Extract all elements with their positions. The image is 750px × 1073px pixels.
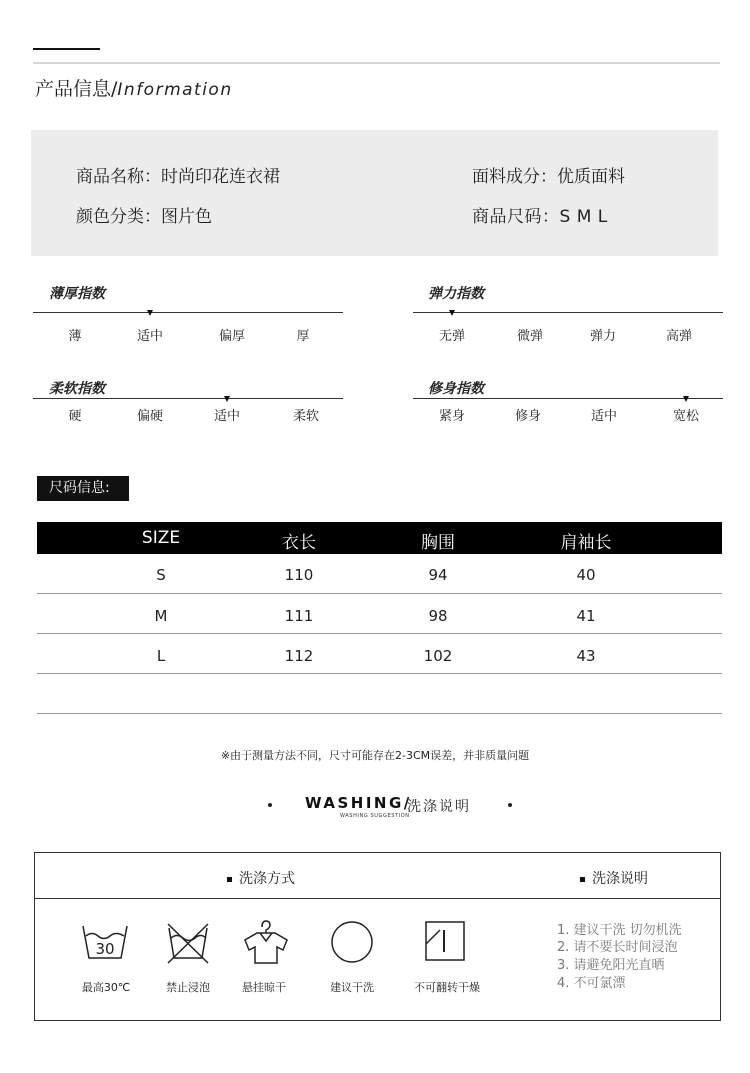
index-tick: 适中 bbox=[213, 409, 241, 424]
bullet-dot bbox=[508, 803, 512, 807]
square-bullet-icon bbox=[580, 877, 585, 882]
index-tick: 适中 bbox=[136, 329, 164, 344]
size-table-cell: L bbox=[156, 647, 166, 665]
table-row-divider bbox=[37, 673, 722, 674]
index-tick: 修身 bbox=[514, 409, 542, 424]
size-table-header bbox=[37, 522, 722, 554]
index-tick: 无弹 bbox=[438, 329, 466, 344]
washing-subtitle: WASHING SUGGESTION bbox=[340, 813, 410, 819]
product-fabric: 面料成分：优质面料 bbox=[472, 167, 625, 187]
washing-tip: 1. 建议干洗 切勿机洗 bbox=[557, 923, 682, 938]
table-row-divider bbox=[37, 713, 722, 714]
header-divider bbox=[33, 62, 720, 64]
size-table-header-cell: 衣长 bbox=[282, 533, 316, 553]
section-title bbox=[35, 74, 233, 101]
index-tick: 高弹 bbox=[665, 329, 693, 344]
size-table-header-cell: 肩袖长 bbox=[560, 533, 612, 553]
size-table-header-cell: 胸围 bbox=[421, 533, 455, 553]
washing-method-header: 洗涤方式 bbox=[227, 868, 295, 888]
index-marker-softness bbox=[224, 396, 230, 402]
hang-dry-icon bbox=[241, 918, 291, 966]
size-table-cell: M bbox=[154, 607, 168, 625]
icon-label: 禁止浸泡 bbox=[166, 981, 210, 994]
washing-tip: 3. 请避免阳光直晒 bbox=[557, 958, 665, 973]
washing-box-divider bbox=[35, 898, 721, 899]
table-row-divider bbox=[37, 593, 722, 594]
index-title-elasticity: 弹力指数 bbox=[428, 286, 484, 302]
index-tick: 宽松 bbox=[672, 409, 700, 424]
index-line-elasticity bbox=[413, 312, 723, 313]
index-line-thickness bbox=[33, 312, 343, 313]
index-title-softness: 柔软指数 bbox=[49, 381, 105, 397]
index-line-softness bbox=[33, 398, 343, 399]
index-tick: 紧身 bbox=[438, 409, 466, 424]
bullet-dot bbox=[268, 803, 272, 807]
index-tick: 厚 bbox=[296, 329, 310, 344]
index-tick: 薄 bbox=[68, 329, 82, 344]
square-bullet-icon bbox=[227, 877, 232, 882]
icon-label: 最高30℃ bbox=[81, 981, 131, 994]
size-table-cell: 43 bbox=[576, 647, 596, 665]
dry-clean-icon bbox=[328, 918, 376, 966]
index-marker-thickness bbox=[147, 310, 153, 316]
no-soak-icon bbox=[164, 920, 212, 966]
size-table-cell: 110 bbox=[284, 566, 314, 584]
index-tick: 偏硬 bbox=[136, 409, 164, 424]
size-table-header-cell: SIZE bbox=[141, 528, 181, 548]
header-accent-line bbox=[33, 48, 100, 50]
index-tick: 微弹 bbox=[516, 329, 544, 344]
wash-temperature-number: 30 bbox=[95, 940, 115, 958]
size-table-cell: 41 bbox=[576, 607, 596, 625]
product-info-box bbox=[31, 130, 718, 256]
size-table-cell: 111 bbox=[284, 607, 314, 625]
washing-guide-header: 洗涤说明 bbox=[580, 868, 648, 888]
index-title-thickness: 薄厚指数 bbox=[49, 286, 105, 302]
wash-30-icon bbox=[80, 922, 130, 964]
index-tick: 弹力 bbox=[589, 329, 617, 344]
size-table-cell: 40 bbox=[576, 566, 596, 584]
index-tick: 偏厚 bbox=[218, 329, 246, 344]
index-title-fit: 修身指数 bbox=[428, 381, 484, 397]
product-size: 商品尺码：S M L bbox=[472, 207, 608, 227]
index-tick: 柔软 bbox=[292, 409, 320, 424]
product-color: 颜色分类：图片色 bbox=[76, 207, 212, 227]
size-table-cell: 98 bbox=[428, 607, 448, 625]
product-name: 商品名称：时尚印花连衣裙 bbox=[76, 167, 280, 187]
measurement-note: ※由于测量方法不同，尺寸可能存在2-3CM误差，并非质量问题 bbox=[220, 749, 530, 762]
size-table-cell: 112 bbox=[284, 647, 314, 665]
no-tumble-dry-icon bbox=[422, 918, 468, 964]
washing-tip: 4. 不可氯漂 bbox=[557, 976, 626, 991]
index-tick: 适中 bbox=[590, 409, 618, 424]
size-table-cell: 94 bbox=[428, 566, 448, 584]
icon-label: 不可翻转干燥 bbox=[414, 981, 480, 994]
size-info-badge: 尺码信息: bbox=[37, 476, 129, 501]
index-line-fit bbox=[413, 398, 723, 399]
table-row-divider bbox=[37, 633, 722, 634]
size-table-cell: 102 bbox=[423, 647, 453, 665]
washing-title-en: WASHING/ bbox=[305, 794, 412, 812]
index-marker-elasticity bbox=[449, 310, 455, 316]
index-tick: 硬 bbox=[68, 409, 82, 424]
washing-title-cn: 洗涤说明 bbox=[407, 799, 471, 815]
icon-label: 建议干洗 bbox=[330, 981, 374, 994]
icon-label: 悬挂晾干 bbox=[242, 981, 286, 994]
washing-tip: 2. 请不要长时间浸泡 bbox=[557, 940, 678, 955]
size-table-cell: S bbox=[156, 566, 166, 584]
section-title-en: Information bbox=[117, 80, 233, 100]
index-marker-fit bbox=[683, 396, 689, 402]
section-title-cn: 产品信息/ bbox=[35, 78, 118, 100]
